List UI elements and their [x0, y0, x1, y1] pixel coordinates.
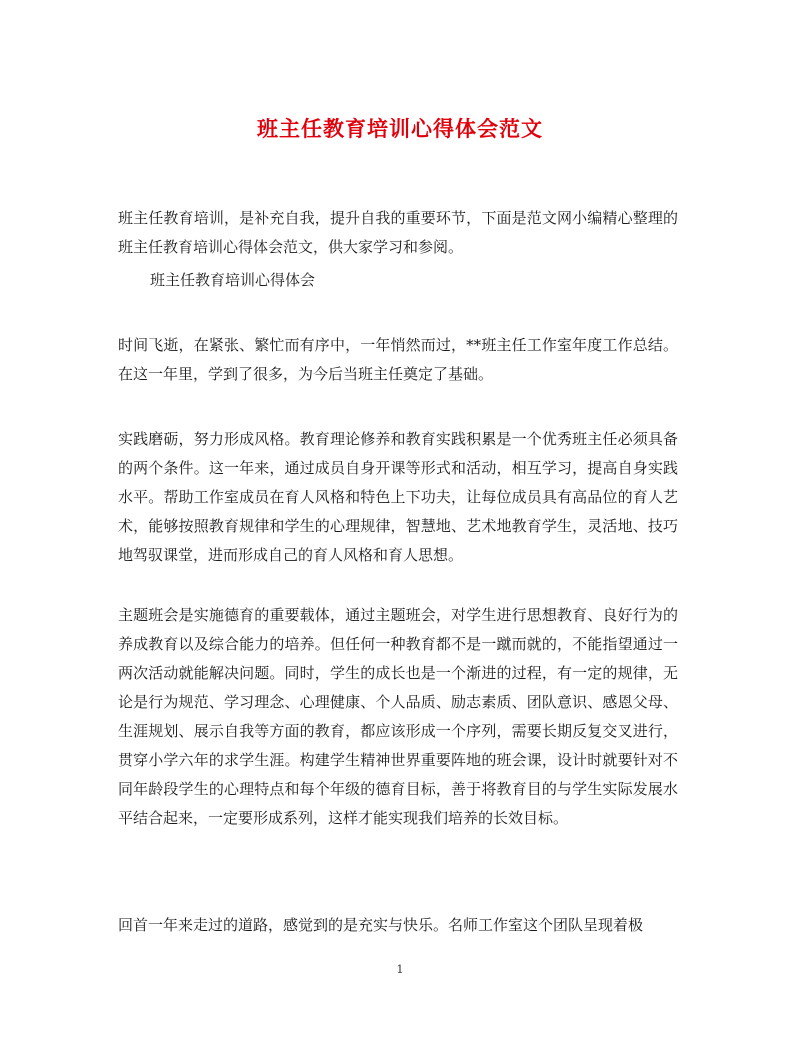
paragraph-2: 实践磨砺，努力形成风格。教育理论修养和教育实践积累是一个优秀班主任必须具备的两个条件。这一年来，通过成员自身开课等形式和活动，相互学习，提高自身实践水平。帮助工作室成员在育人风格和特色上下功夫，让每位成员具有高品位的育人艺术，能够按照教育规律和学生的心理规律，智慧地、艺术地教育学生，灵活地、技巧地驾驭课堂，进而形成自己的育人风格和育人思想。	[118, 430, 678, 564]
paragraph-4: 回首一年来走过的道路，感觉到的是充实与快乐。名师工作室这个团队呈现着极	[118, 916, 644, 934]
paragraph-1: 时间飞逝，在紧张、繁忙而有序中，一年悄然而过，**班主任工作室年度工作总结。在这一年里，学到了很多，为今后当班主任奠定了基础。	[118, 336, 678, 383]
section-subheading: 班主任教育培训心得体会	[150, 271, 316, 289]
intro-paragraph: 班主任教育培训，是补充自我，提升自我的重要环节，下面是范文网小编精心整理的班主任教育培训心得体会范文，供大家学习和参阅。	[118, 209, 678, 256]
paragraph-3: 主题班会是实施德育的重要载体，通过主题班会，对学生进行思想教育、良好行为的养成教育以及综合能力的培养。但任何一种教育都不是一蹴而就的，不能指望通过一两次活动就能解决问题。同时，学生的成长也是一个渐进的过程，有一定的规律，无论是行为规范、学习理念、心理健康、个人品质、励志素质、团队意识、感恩父母、生涯规划、展示自我等方面的教育，都应该形成一个序列，需要长期反复交叉进行，贯穿小学六年的求学生涯。构建学生精神世界重要阵地的班会课，设计时就要针对不同年龄段学生的心理特点和每个年级的德育目标，善于将教育目的与学生实际发展水平结合起来，一定要形成系列，这样才能实现我们培养的长效目标。	[118, 606, 678, 827]
page-number: 1	[396, 963, 404, 976]
document-title: 班主任教育培训心得体会范文	[257, 116, 543, 141]
